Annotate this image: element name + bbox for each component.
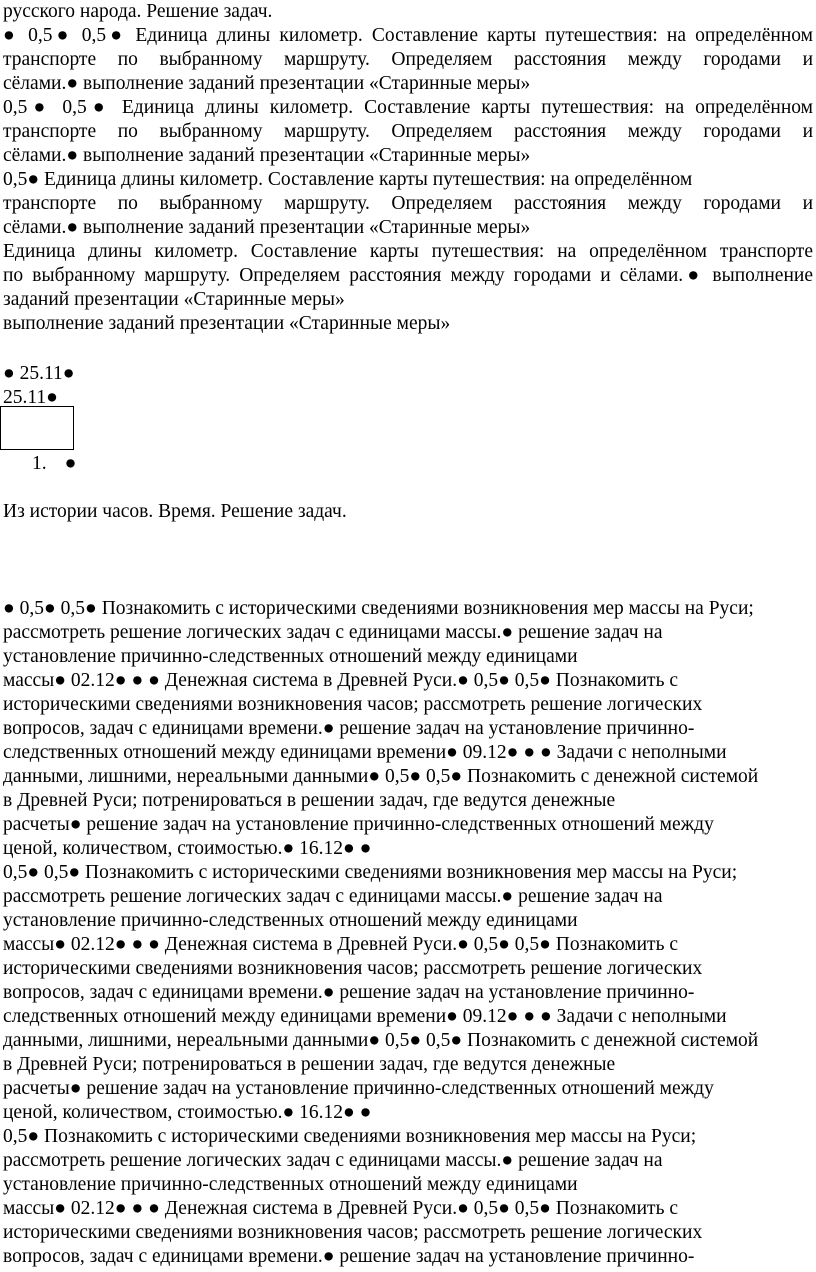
date-line: ● 25.11● [3, 363, 75, 384]
text-line: транспорте по выбранному маршруту. Определяем расстояния между городами и [3, 121, 813, 142]
text-line: следственных отношений между единицами времени● 09.12● ● ● Задачи с неполными [3, 1006, 727, 1027]
numbered-list-item [32, 452, 816, 476]
date-line: 25.11● [3, 387, 58, 408]
text-line: рассмотреть решение логических задач с единицами массы.● решение задач на [3, 622, 663, 643]
text-line: 0,5● Познакомить с историческими сведениями возникновения мер массы на Руси; [3, 1126, 697, 1147]
text-line: 0,5● Единица длины километр. Составление карты путешествия: на определённом [3, 169, 693, 190]
text-line: ценой, количеством, стоимостью.● 16.12● ● [3, 1102, 372, 1123]
text-line: расчеты● решение задач на установление причинно-следственных отношений между [3, 814, 714, 835]
lesson-title: Из истории часов. Время. Решение задач. [3, 501, 347, 522]
text-line: сёлами.● выполнение заданий презентации «Старинные меры» [3, 145, 531, 166]
text-line: вопросов, задач с единицами времени.● решение задач на установление причинно- [3, 718, 695, 739]
text-line: историческими сведениями возникновения часов; рассмотреть решение логических [3, 1222, 703, 1243]
text-line: в Древней Руси; потренироваться в решении задач, где ведутся денежные [3, 790, 616, 811]
text-line: историческими сведениями возникновения часов; рассмотреть решение логических [3, 694, 703, 715]
text-line: вопросов, задач с единицами времени.● решение задач на установление причинно- [3, 1246, 695, 1267]
text-line: следственных отношений между единицами времени● 09.12● ● ● Задачи с неполными [3, 742, 727, 763]
text-line: установление причинно-следственных отношений между единицами [3, 1174, 578, 1195]
text-line: данными, лишними, нереальными данными● 0,5● 0,5● Познакомить с денежной системой [3, 766, 759, 787]
text-line: 0,5● 0,5● Единица длины километр. Составление карты путешествия: на определённом [3, 97, 813, 118]
text-line: русского народа. Решение задач. [3, 1, 273, 22]
text-line: расчеты● решение задач на установление причинно-следственных отношений между [3, 1078, 714, 1099]
text-line: установление причинно-следственных отношений между единицами [3, 646, 578, 667]
text-line: в Древней Руси; потренироваться в решении задач, где ведутся денежные [3, 1054, 616, 1075]
list-bullet: ● [64, 453, 77, 474]
text-line: заданий презентации «Старинные меры» [3, 289, 345, 310]
text-line: установление причинно-следственных отношений между единицами [3, 910, 578, 931]
text-line: 0,5● 0,5● Познакомить с историческими сведениями возникновения мер массы на Руси; [3, 862, 738, 883]
text-line: Единица длины километр. Составление карты путешествия: на определённом транспорте [3, 241, 813, 262]
text-line: историческими сведениями возникновения часов; рассмотреть решение логических [3, 958, 703, 979]
text-line: сёлами.● выполнение заданий презентации «Старинные меры» [3, 217, 531, 238]
text-line: выполнение заданий презентации «Старинные меры» [3, 313, 451, 334]
text-line: сёлами.● выполнение заданий презентации «Старинные меры» [3, 73, 531, 94]
text-line: транспорте по выбранному маршруту. Определяем расстояния между городами и [3, 49, 813, 70]
text-line: массы● 02.12● ● ● Денежная система в Древней Руси.● 0,5● 0,5● Познакомить с [3, 670, 678, 691]
text-line: массы● 02.12● ● ● Денежная система в Древней Руси.● 0,5● 0,5● Познакомить с [3, 1198, 678, 1219]
text-line: рассмотреть решение логических задач с единицами массы.● решение задач на [3, 1150, 663, 1171]
text-line: ● 0,5● 0,5● Познакомить с историческими сведениями возникновения мер массы на Руси; [3, 598, 754, 619]
text-line: транспорте по выбранному маршруту. Определяем расстояния между городами и [3, 193, 813, 214]
list-number: 1. [32, 453, 47, 474]
text-line: ценой, количеством, стоимостью.● 16.12● ● [3, 838, 372, 859]
empty-table-cell [0, 406, 74, 450]
text-line: массы● 02.12● ● ● Денежная система в Древней Руси.● 0,5● 0,5● Познакомить с [3, 934, 678, 955]
text-line: данными, лишними, нереальными данными● 0,5● 0,5● Познакомить с денежной системой [3, 1030, 759, 1051]
text-line: вопросов, задач с единицами времени.● решение задач на установление причинно- [3, 982, 695, 1003]
text-line: рассмотреть решение логических задач с единицами массы.● решение задач на [3, 886, 663, 907]
text-line: по выбранному маршруту. Определяем расстояния между городами и сёлами.● выполнение [3, 265, 813, 286]
text-line: ● 0,5● 0,5● Единица длины километр. Составление карты путешествия: на определённом [3, 25, 813, 46]
